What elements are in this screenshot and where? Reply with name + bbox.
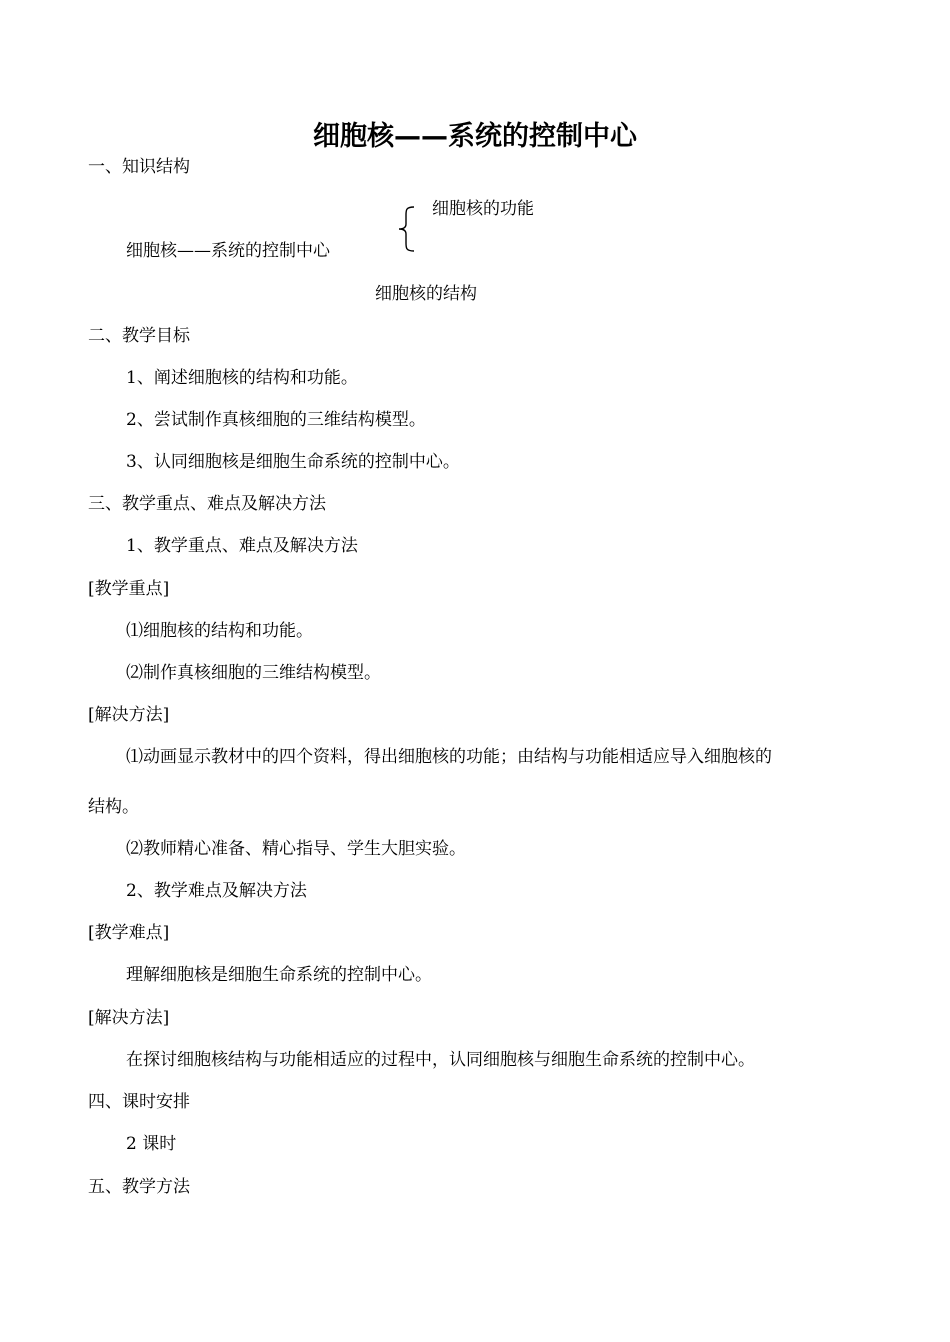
schedule-text: 2 课时 (126, 1134, 177, 1154)
key-point-item: ⑴细胞核的结构和功能。 (126, 621, 313, 641)
objective-item: 2、尝试制作真核细胞的三维结构模型。 (126, 410, 426, 430)
diagram-root: 细胞核——系统的控制中心 (126, 241, 330, 261)
subheading-key-points: 1、教学重点、难点及解决方法 (126, 536, 358, 556)
difficulty-text: 理解细胞核是细胞生命系统的控制中心。 (126, 965, 432, 985)
method-item: ⑵教师精心准备、精心指导、学生大胆实验。 (126, 839, 466, 859)
objective-item: 3、认同细胞核是细胞生命系统的控制中心。 (126, 452, 460, 472)
diagram-branch-function: 细胞核的功能 (432, 199, 534, 219)
method-text: 在探讨细胞核结构与功能相适应的过程中，认同细胞核与细胞生命系统的控制中心。 (126, 1050, 755, 1070)
label-key-points: [教学重点] (88, 579, 170, 599)
label-difficulties: [教学难点] (88, 923, 170, 943)
key-point-item: ⑵制作真核细胞的三维结构模型。 (126, 663, 381, 683)
section-heading-key-points: 三、教学重点、难点及解决方法 (88, 494, 326, 514)
method-item-continuation: 结构。 (88, 797, 139, 817)
subheading-difficulties: 2、教学难点及解决方法 (126, 881, 307, 901)
curly-brace-icon (396, 206, 416, 252)
section-heading-objectives: 二、教学目标 (88, 326, 190, 346)
section-heading-schedule: 四、课时安排 (88, 1092, 190, 1112)
section-heading-knowledge-structure: 一、知识结构 (88, 157, 190, 177)
label-solution-methods: [解决方法] (88, 705, 170, 725)
method-item: ⑴动画显示教材中的四个资料，得出细胞核的功能；由结构与功能相适应导入细胞核的 (126, 747, 772, 767)
label-solution-methods-2: [解决方法] (88, 1008, 170, 1028)
diagram-branch-structure: 细胞核的结构 (375, 284, 477, 304)
section-heading-methods: 五、教学方法 (88, 1177, 190, 1197)
page-title: 细胞核——系统的控制中心 (313, 121, 637, 152)
objective-item: 1、阐述细胞核的结构和功能。 (126, 368, 358, 388)
